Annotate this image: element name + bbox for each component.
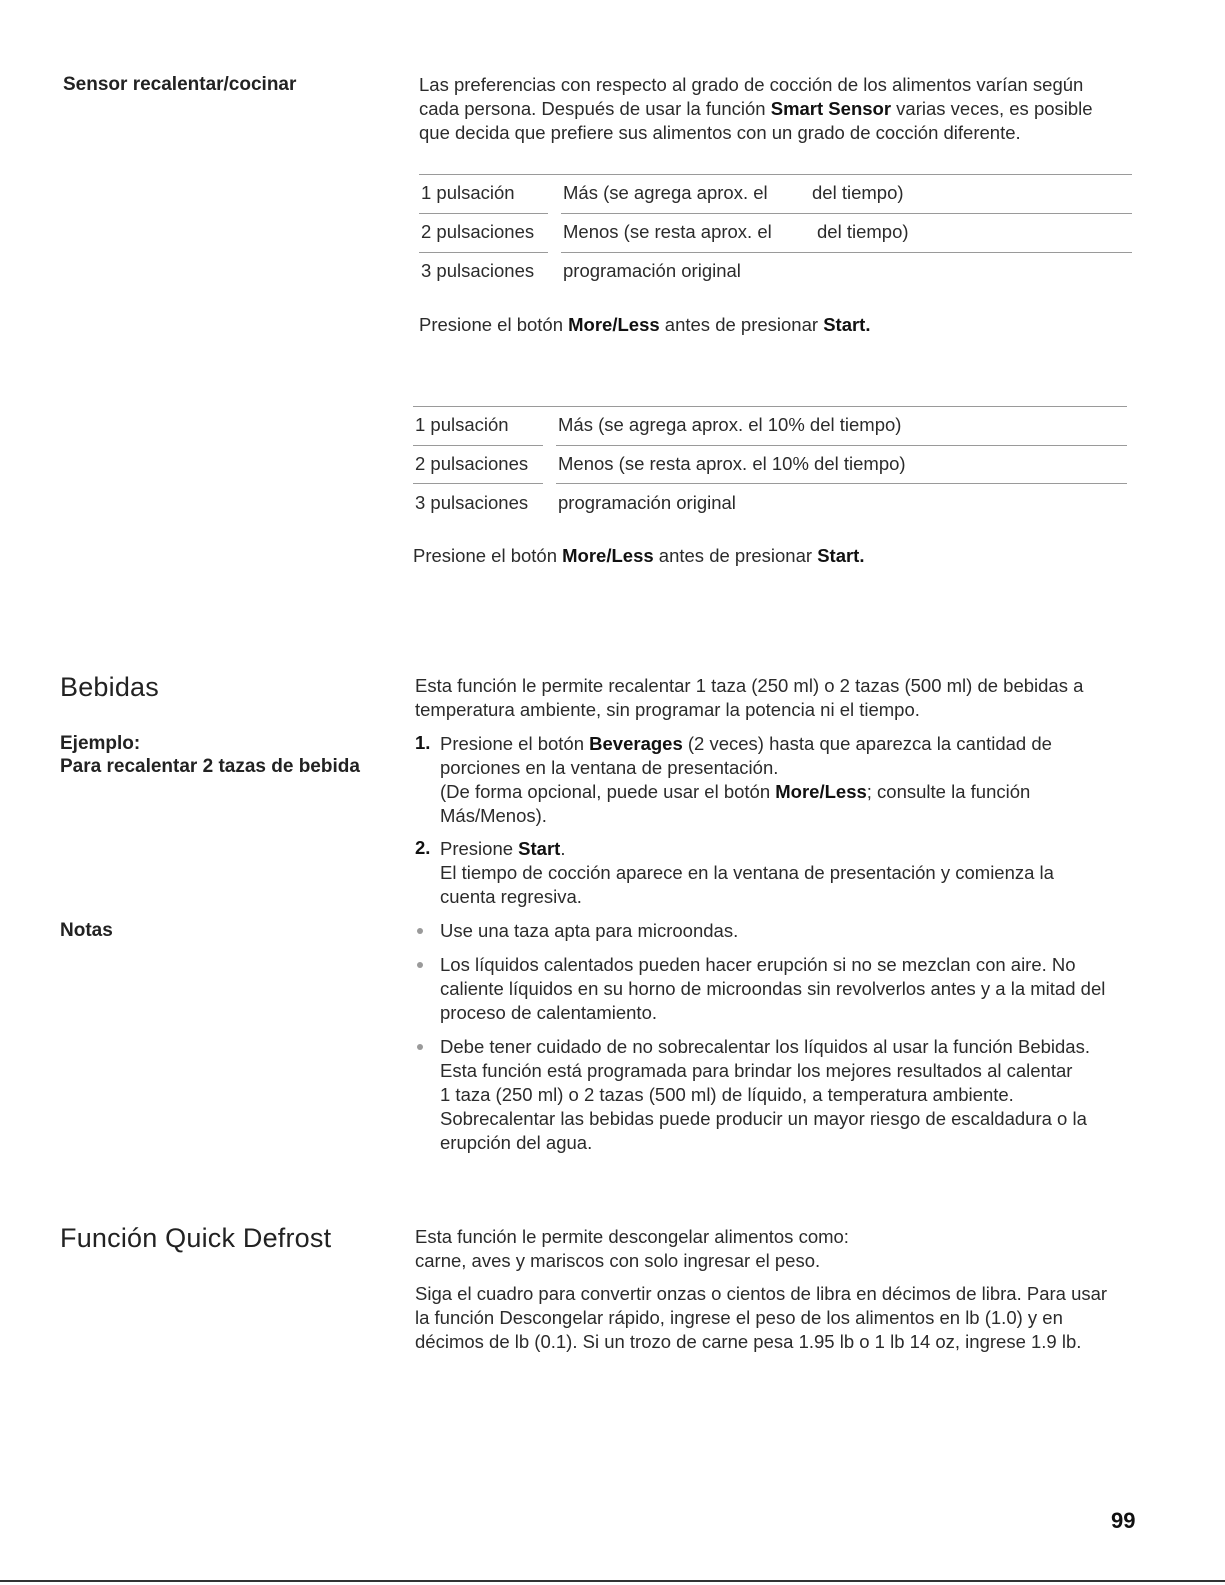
text: antes de presionar <box>653 545 818 566</box>
text: (De forma opcional, puede usar el botón <box>440 781 776 802</box>
sensor-intro <box>419 73 1139 145</box>
beverages-term: Beverages <box>589 733 683 754</box>
action-cell: Menos (se resta aprox. el <box>563 221 772 242</box>
action-cell: Más (se agrega aprox. el 10% del tiempo) <box>558 414 902 435</box>
table1 <box>419 174 1132 291</box>
text: antes de presionar <box>659 314 824 335</box>
note-3-line: Debe tener cuidado de no sobrecalentar los líquidos al usar la función Bebidas. <box>440 1036 1090 1057</box>
table1-rule <box>561 252 1132 253</box>
note-2-line: Los líquidos calentados pueden hacer erupción si no se mezclan con aire. No <box>440 954 1076 975</box>
bebidas-intro-line-1: Esta función le permite recalentar 1 taza (250 ml) o 2 tazas (500 ml) de bebidas a <box>415 675 1084 696</box>
note-3-line: erupción del agua. <box>440 1132 593 1153</box>
example-label-line-2: Para recalentar 2 tazas de bebida <box>60 756 360 777</box>
table-row <box>413 445 1127 484</box>
step-2 <box>440 837 1140 909</box>
more-less-term: More/Less <box>775 781 867 802</box>
presses-cell: 2 pulsaciones <box>421 221 535 242</box>
note-3-line: Sobrecalentar las bebidas puede producir un mayor riesgo de escaldadura o la <box>440 1108 1087 1129</box>
action-tail-cell: del tiempo) <box>812 182 904 203</box>
note-2-line: caliente líquidos en su horno de microondas sin revolverlos antes y a la mitad del <box>440 978 1106 999</box>
defrost-p2-line: Siga el cuadro para convertir onzas o cientos de libra en décimos de libra. Para usar <box>415 1283 1108 1304</box>
defrost-p2-line: la función Descongelar rápido, ingrese el peso de los alimentos en lb (1.0) y en <box>415 1307 1063 1328</box>
bullet-icon <box>417 962 423 968</box>
note-2 <box>440 953 1140 1025</box>
footer-rule <box>0 1580 1225 1582</box>
step-2-line: El tiempo de cocción aparece en la ventana de presentación y comienza la <box>440 862 1054 883</box>
bebidas-heading: Bebidas <box>60 672 159 702</box>
start-term: Start. <box>823 314 871 335</box>
table1-rule <box>419 213 548 214</box>
defrost-heading: Función Quick Defrost <box>60 1223 332 1253</box>
more-less-term: More/Less <box>568 314 660 335</box>
text: . <box>560 838 566 859</box>
sensor-note-2 <box>413 544 864 568</box>
action-cell: Menos (se resta aprox. el 10% del tiempo) <box>558 453 906 474</box>
table-row <box>413 406 1127 445</box>
table2-rule <box>556 483 1127 484</box>
text: Presione <box>440 838 519 859</box>
note-2-line: proceso de calentamiento. <box>440 1002 657 1023</box>
action-cell: programación original <box>558 492 736 513</box>
action-cell: programación original <box>563 260 741 281</box>
action-cell: Más (se agrega aprox. el <box>563 182 768 203</box>
table1-rule <box>419 252 548 253</box>
defrost-p2-line: décimos de lb (0.1). Si un trozo de carne pesa 1.95 lb o 1 lb 14 oz, ingrese 1.9 lb. <box>415 1331 1082 1352</box>
bebidas-intro-line-2: temperatura ambiente, sin programar la potencia ni el tiempo. <box>415 699 920 720</box>
example-label-line-1: Ejemplo: <box>60 733 141 754</box>
text: cada persona. Después de usar la función <box>419 98 771 119</box>
presses-cell: 2 pulsaciones <box>415 453 529 474</box>
smart-sensor-term: Smart Sensor <box>770 98 892 119</box>
step-1-line: Más/Menos). <box>440 805 547 826</box>
step-number: 2. <box>415 837 431 858</box>
note-3-line: Esta función está programada para brindar los mejores resultados al calentar <box>440 1060 1073 1081</box>
bebidas-example-label <box>60 732 360 778</box>
step-2-line <box>440 837 1140 861</box>
bebidas-intro <box>415 674 1135 722</box>
table-row <box>413 484 1127 523</box>
table2 <box>413 406 1127 523</box>
sensor-note-1 <box>419 313 870 337</box>
sensor-intro-line-3: que decida que prefiere sus alimentos con un grado de cocción diferente. <box>419 122 1021 143</box>
presses-cell: 3 pulsaciones <box>421 260 535 281</box>
step-1-line <box>440 732 1140 756</box>
step-1 <box>440 732 1140 828</box>
text: ; consulte la función <box>866 781 1031 802</box>
start-term: Start <box>518 838 561 859</box>
step-1-line <box>440 780 1140 804</box>
start-term: Start. <box>817 545 865 566</box>
step-1-line: porciones en la ventana de presentación. <box>440 757 779 778</box>
step-number: 1. <box>415 732 431 753</box>
presses-cell: 1 pulsación <box>415 414 509 435</box>
text: (2 veces) hasta que aparezca la cantidad de <box>682 733 1052 754</box>
defrost-p1 <box>415 1225 1135 1273</box>
sensor-intro-line-2 <box>419 97 1139 121</box>
table2-rule <box>556 445 1127 446</box>
text: varias veces, es posible <box>891 98 1093 119</box>
note-3-line: 1 taza (250 ml) o 2 tazas (500 ml) de líquido, a temperatura ambiente. <box>440 1084 1014 1105</box>
text: Presione el botón <box>440 733 590 754</box>
defrost-p1-line: Esta función le permite descongelar alimentos como: <box>415 1226 849 1247</box>
bullet-icon <box>417 1044 423 1050</box>
presses-cell: 1 pulsación <box>421 182 515 203</box>
table2-rule <box>413 483 543 484</box>
action-tail-cell: del tiempo) <box>817 221 909 242</box>
presses-cell: 3 pulsaciones <box>415 492 529 513</box>
text: Presione el botón <box>413 545 563 566</box>
bebidas-notes-label: Notas <box>60 920 113 941</box>
sensor-section-label: Sensor recalentar/cocinar <box>63 74 297 95</box>
text: Presione el botón <box>419 314 569 335</box>
more-less-term: More/Less <box>562 545 654 566</box>
sensor-intro-line-1: Las preferencias con respecto al grado de cocción de los alimentos varían según <box>419 74 1084 95</box>
step-2-line: cuenta regresiva. <box>440 886 582 907</box>
note-3 <box>440 1035 1140 1155</box>
bullet-icon <box>417 928 423 934</box>
table-row <box>419 252 1132 291</box>
defrost-p2 <box>415 1282 1135 1354</box>
table2-rule <box>413 445 543 446</box>
table-row <box>419 174 1132 213</box>
table-row <box>419 213 1132 252</box>
note-1: Use una taza apta para microondas. <box>440 920 739 941</box>
defrost-p1-line: carne, aves y mariscos con solo ingresar el peso. <box>415 1250 821 1271</box>
table1-rule <box>561 213 1132 214</box>
page-number: 99 <box>1111 1508 1136 1533</box>
